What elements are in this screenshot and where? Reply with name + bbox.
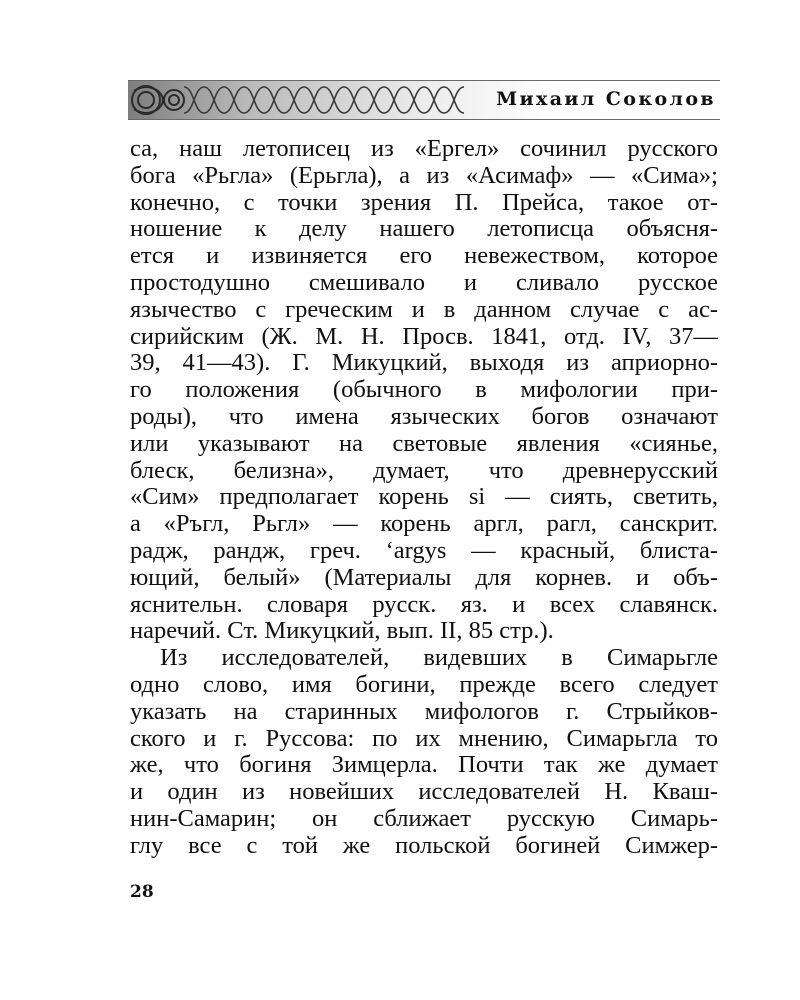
- text-line: блеск, белизна», думает, что древнерусский: [130, 456, 718, 484]
- text-line: язычество с греческим и в данном случае с ас-: [130, 295, 718, 323]
- text-line: и один из новейших исследователей Н. Кваш-: [130, 778, 718, 806]
- text-line: или указывают на световые явления «сиянье,: [130, 429, 718, 457]
- text-line: Из исследователей, видевших в Симарьгле: [160, 644, 718, 672]
- text-line: одно слово, имя богини, прежде всего следует: [130, 670, 718, 698]
- text-line: сирийским (Ж. М. Н. Просв. 1841, отд. IV, 37—: [130, 322, 718, 350]
- text-line: яснительн. словаря русск. яз. и всех славянск.: [130, 590, 718, 618]
- text-line: ношение к делу нашего летописца объясня-: [130, 215, 718, 243]
- text-line: ского и г. Руссова: по их мнению, Симарьгла то: [130, 724, 718, 752]
- text-line: са, наш летописец из «Ергел» сочинил русского: [130, 135, 718, 162]
- text-line: го положения (обычного в мифологии при-: [130, 376, 718, 404]
- author-name: Михаил Соколов: [496, 88, 716, 110]
- text-line: 39, 41—43). Г. Микуцкий, выходя из априорно-: [130, 349, 718, 377]
- text-line: глу все с той же польской богиней Симжер-: [130, 831, 718, 859]
- celtic-knot-ornament-icon: [128, 81, 508, 119]
- text-line: ющий, белый» (Материалы для корнев. и объ-: [130, 563, 718, 591]
- running-header: [128, 80, 720, 120]
- text-line: указать на старинных мифологов г. Стрыйков-: [130, 697, 718, 725]
- text-line: «Сим» предполагает корень si — сиять, светить,: [130, 483, 718, 511]
- text-line: роды), что имена языческих богов означают: [130, 402, 718, 430]
- text-line: радж, рандж, греч. ‘argys — красный, блиста-: [130, 536, 718, 564]
- text-line: ется и извиняется его невежеством, которое: [130, 242, 718, 270]
- text-line: же, что богиня Зимцерла. Почти так же думает: [130, 751, 718, 779]
- text-line: конечно, с точки зрения П. Прейса, такое от-: [130, 188, 718, 216]
- text-line: а «Ръгл, Рьгл» — корень аргл, рагл, санскрит.: [130, 510, 718, 538]
- text-line: нин-Самарин; он сближает русскую Симарь-: [130, 804, 718, 832]
- text-line: наречий. Ст. Микуцкий, вып. II, 85 стр.).: [130, 617, 554, 645]
- page-number: 28: [130, 882, 154, 902]
- body-text: [130, 136, 718, 860]
- text-line: простодушно смешивало и сливало русское: [130, 268, 718, 296]
- text-line: бога «Рьгла» (Ерьгла), а из «Асимаф» — «Сима»;: [130, 161, 718, 189]
